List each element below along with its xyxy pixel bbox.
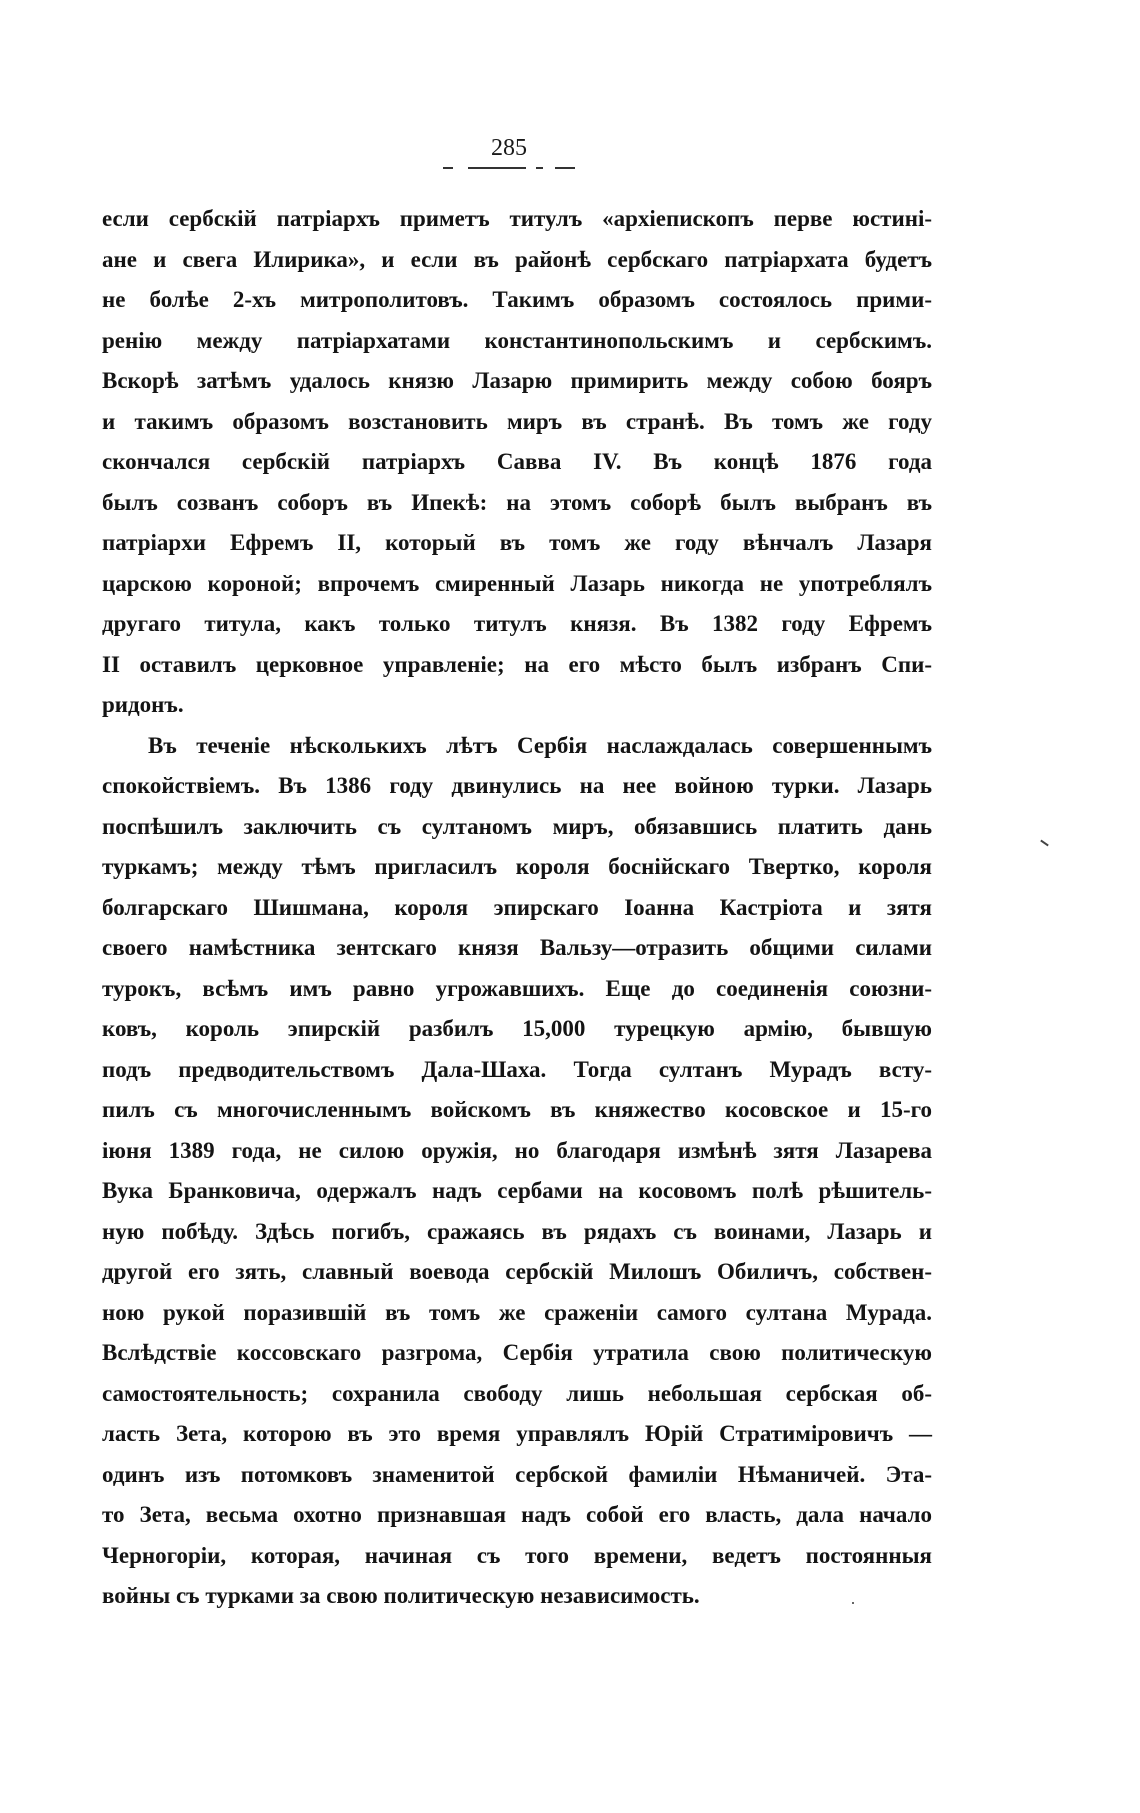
text-line: поспѣшилъ заключить съ султаномъ миръ, обязавшись платить дань [102, 813, 932, 839]
page-number: 285 [491, 135, 527, 161]
text-line: своего намѣстника зентскаго князя Вальзу—отразить общими силами [102, 935, 932, 960]
header-rule [440, 167, 580, 170]
text-line: и такимъ образомъ возстановить миръ въ странѣ. Въ томъ же году [102, 408, 932, 434]
text-line: войны съ турками за свою политическую независимость. [102, 1583, 700, 1608]
text-line: если сербскій патріархъ приметъ титулъ «архіепископъ перве юстині- [102, 206, 932, 231]
text-line: то Зета, весьма охотно признавшая надъ собой его власть, дала начало [102, 1502, 932, 1527]
text-line: царскою короной; впрочемъ смиренный Лазарь никогда не употреблялъ [102, 570, 932, 596]
text-line: туркамъ; между тѣмъ пригласилъ короля боснійскаго Твертко, короля [102, 854, 932, 879]
text-line: II оставилъ церковное управленіе; на его мѣсто былъ избранъ Спи- [102, 651, 932, 677]
text-line: патріархи Ефремъ II, который въ томъ же году вѣнчалъ Лазаря [102, 530, 932, 555]
text-line: Вука Бранковича, одержалъ надъ сербами на косовомъ полѣ рѣшитель- [102, 1178, 932, 1203]
rule-segment [536, 167, 543, 169]
scan-speck [852, 1602, 854, 1604]
text-line: ную побѣду. Здѣсь погибъ, сражаясь въ рядахъ съ воинами, Лазарь и [102, 1218, 932, 1244]
paragraph [102, 726, 932, 1617]
text-line: другаго титула, какъ только титулъ князя. Въ 1382 году Ефремъ [102, 611, 932, 636]
text-line: скончался сербскій патріархъ Савва IV. Въ концѣ 1876 года [102, 449, 932, 474]
text-line: Вскорѣ затѣмъ удалось князю Лазарю примирить между собою бояръ [102, 368, 932, 393]
text-line: подъ предводительствомъ Дала-Шаха. Тогда султанъ Мурадъ всту- [102, 1056, 932, 1082]
text-line: ридонъ. [102, 692, 184, 717]
text-line: Въ теченіе нѣсколькихъ лѣтъ Сербія наслаждалась совершеннымъ [148, 732, 932, 758]
text-line: ренію между патріархатами константинопольскимъ и сербскимъ. [102, 327, 932, 353]
text-line: Вслѣдствіе коссовскаго разгрома, Сербія утратила свою политическую [102, 1340, 932, 1365]
paragraph [102, 199, 932, 726]
text-line: болгарскаго Шишмана, короля эпирскаго Іоанна Кастріота и зятя [102, 894, 932, 920]
text-line: турокъ, всѣмъ имъ равно угрожавшихъ. Еще до соединенія союзни- [102, 975, 932, 1001]
text-line: самостоятельность; сохранила свободу лишь небольшая сербская об- [102, 1380, 932, 1406]
text-line: пилъ съ многочисленнымъ войскомъ въ княжество косовское и 15-го [102, 1097, 932, 1122]
text-line: не болѣе 2-хъ митрополитовъ. Такимъ образомъ состоялось прими- [102, 287, 932, 312]
text-line: ане и свега Илирика», и если въ районѣ сербскаго патріархата будетъ [102, 246, 932, 272]
text-line: ною рукой поразившій въ томъ же сраженіи самого султана Мурада. [102, 1299, 932, 1325]
rule-segment [443, 167, 453, 169]
body-text [102, 199, 932, 1617]
text-line: былъ созванъ соборъ въ Ипекѣ: на этомъ соборѣ былъ выбранъ въ [102, 489, 932, 515]
text-line: іюня 1389 года, не силою оружія, но благодаря измѣнѣ зятя Лазарева [102, 1137, 932, 1163]
text-line: другой его зять, славный воевода сербскій Милошъ Обиличъ, собствен- [102, 1259, 932, 1284]
scan-speck [1040, 840, 1049, 847]
text-line: одинъ изъ потомковъ знаменитой сербской фамиліи Нѣманичей. Эта- [102, 1461, 932, 1487]
text-line: ковъ, король эпирскій разбилъ 15,000 турецкую армію, бывшую [102, 1016, 932, 1041]
rule-segment [555, 167, 575, 169]
text-line: спокойствіемъ. Въ 1386 году двинулись на нее войною турки. Лазарь [102, 773, 932, 798]
text-line: Черногоріи, которая, начиная съ того времени, ведетъ постоянныя [102, 1542, 932, 1568]
text-line: ласть Зета, которою въ это время управлялъ Юрій Стратиміровичъ — [102, 1421, 932, 1446]
rule-segment [468, 167, 526, 169]
